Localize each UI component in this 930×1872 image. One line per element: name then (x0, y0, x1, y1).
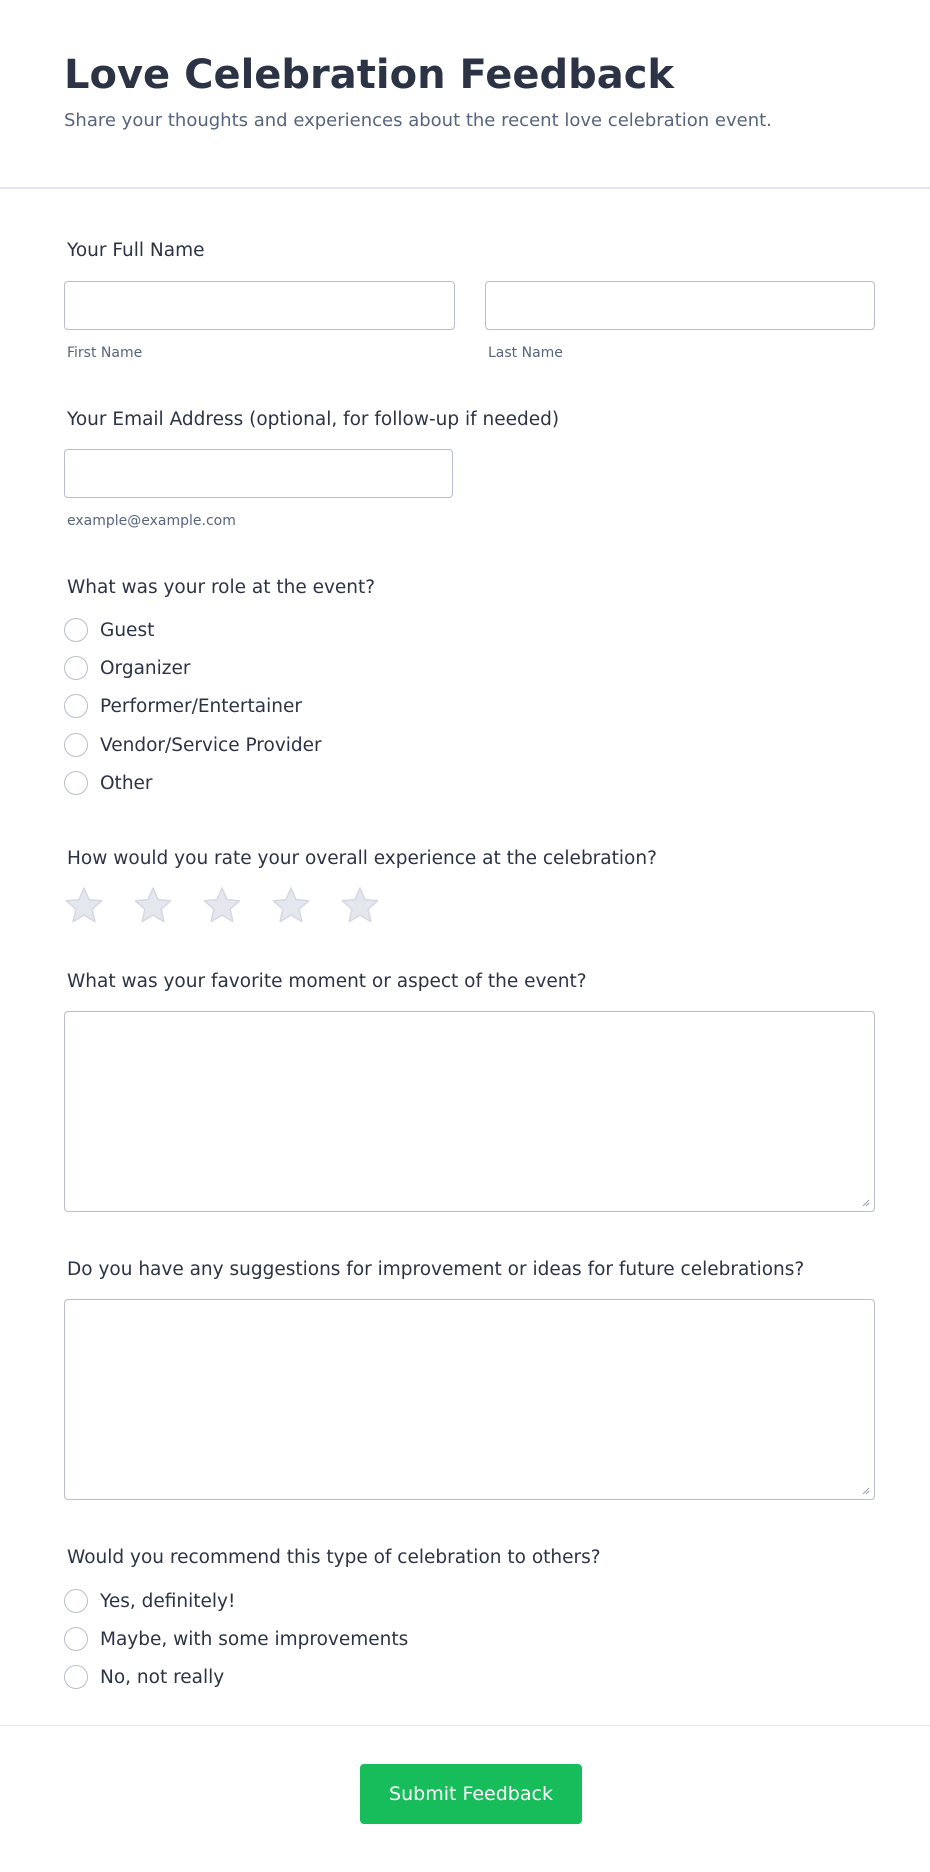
footer-divider (0, 1725, 930, 1726)
recommend-option-yes[interactable] (64, 1589, 235, 1613)
radio-button[interactable] (64, 694, 88, 718)
radio-button[interactable] (64, 733, 88, 757)
role-label: What was your role at the event? (67, 577, 376, 598)
page-title: Love Celebration Feedback (64, 52, 675, 98)
recommend-label: Would you recommend this type of celebration to others? (67, 1547, 601, 1568)
email-input[interactable] (64, 449, 453, 498)
star-icon[interactable] (271, 885, 311, 925)
radio-button[interactable] (64, 1665, 88, 1689)
rating-label: How would you rate your overall experience at the celebration? (67, 848, 657, 869)
radio-button[interactable] (64, 1589, 88, 1613)
last-name-sublabel: Last Name (488, 345, 563, 361)
star-icon[interactable] (340, 885, 380, 925)
radio-label: Performer/Entertainer (100, 695, 302, 717)
radio-label: Maybe, with some improvements (100, 1628, 409, 1650)
radio-button[interactable] (64, 1627, 88, 1651)
recommend-option-maybe[interactable] (64, 1627, 408, 1651)
radio-label: No, not really (100, 1666, 225, 1688)
radio-label: Guest (100, 619, 155, 641)
role-option-performer[interactable] (64, 694, 302, 718)
first-name-sublabel: First Name (67, 345, 143, 361)
star-icon[interactable] (133, 885, 173, 925)
form-header (0, 0, 930, 189)
recommend-option-no[interactable] (64, 1665, 224, 1689)
radio-button[interactable] (64, 656, 88, 680)
role-option-guest[interactable] (64, 618, 154, 642)
suggestions-textarea[interactable] (64, 1299, 875, 1500)
radio-label: Vendor/Service Provider (100, 734, 322, 756)
favorite-moment-textarea[interactable] (64, 1011, 875, 1212)
role-option-organizer[interactable] (64, 656, 191, 680)
submit-feedback-button[interactable]: Submit Feedback (360, 1764, 582, 1824)
radio-button[interactable] (64, 771, 88, 795)
star-rating (64, 885, 380, 925)
role-option-vendor[interactable] (64, 733, 322, 757)
first-name-input[interactable] (64, 281, 455, 330)
suggestions-label: Do you have any suggestions for improvement or ideas for future celebrations? (67, 1259, 805, 1280)
radio-label: Organizer (100, 657, 191, 679)
page-subtitle: Share your thoughts and experiences about the recent love celebration event. (64, 110, 772, 131)
full-name-label: Your Full Name (67, 240, 205, 261)
resize-handle-icon[interactable] (862, 1199, 870, 1207)
star-icon[interactable] (202, 885, 242, 925)
last-name-input[interactable] (485, 281, 875, 330)
radio-label: Other (100, 772, 153, 794)
radio-label: Yes, definitely! (100, 1590, 236, 1612)
radio-button[interactable] (64, 618, 88, 642)
resize-handle-icon[interactable] (862, 1487, 870, 1495)
favorite-moment-label: What was your favorite moment or aspect of the event? (67, 971, 587, 992)
email-sublabel: example@example.com (67, 513, 236, 529)
star-icon[interactable] (64, 885, 104, 925)
email-label: Your Email Address (optional, for follow-up if needed) (67, 409, 560, 430)
role-option-other[interactable] (64, 771, 153, 795)
